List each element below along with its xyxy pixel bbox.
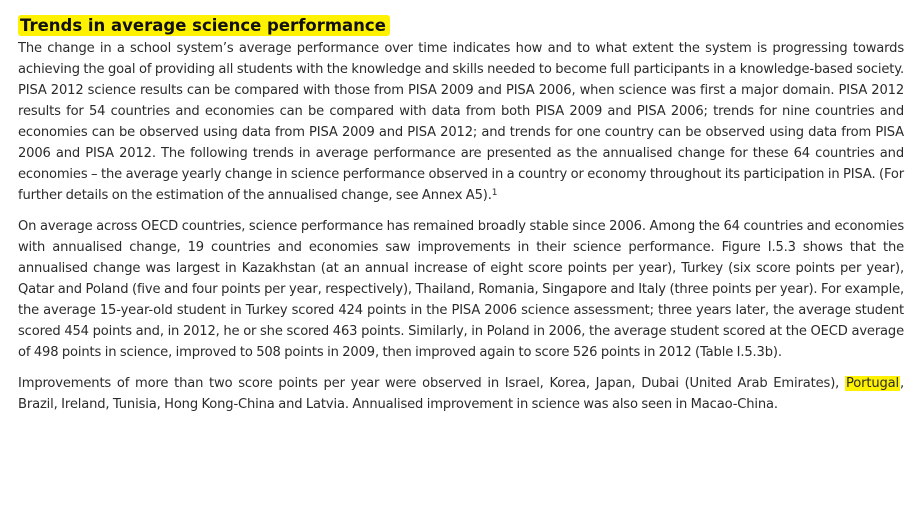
paragraph-text-before: Improvements of more than two score points per year were observed in Israel, Korea, Japan, Dubai (United Arab Emirates),: [18, 376, 840, 391]
footnote-marker[interactable]: 1: [491, 188, 498, 198]
paragraph-oecd-average: [18, 216, 904, 363]
paragraph-text-after: , Brazil, Ireland, Tunisia, Hong Kong-China and Latvia. Annualised improvement in science was also seen in Macao-China.: [18, 376, 905, 412]
paragraph-text: On average across OECD countries, science performance has remained broadly stable since 2006. Among the 64 countries and economies with annualised change, 19 countries and economies saw improvements in their science performance. Figure I.5.3 shows that the annualised change was largest in Kazakhstan (at an annual increase of eight score points per year), Turkey (six score points per year), Qatar and Poland (five and four points per year, respectively), Thailand, Romania, Singapore and Italy (three points per year). For example, the average 15-year-old student in Turkey scored 424 points in the PISA 2006 science assessment; three years later, the average student scored 454 points and, in 2012, he or she scored 463 points. Similarly, in Poland in 2006, the average student scored at the OECD average of 498 points in science, improved to 508 points in 2009, then improved again to score 526 points in 2012 (Table I.5.3b).: [18, 219, 904, 360]
highlighted-word: Portugal: [845, 376, 899, 391]
section-heading: Trends in average science performance: [18, 15, 390, 36]
paragraph-text: The change in a school system’s average performance over time indicates how and to what extent the system is progressing towards achieving the goal of providing all students with the knowledge and skills needed to become full participants in a knowledge-based society. PISA 2012 science results can be compared with those from PISA 2009 and PISA 2006, when science was first a major domain. PISA 2012 results for 54 countries and economies can be compared with data from both PISA 2009 and PISA 2006; trends for nine countries and economies can be observed using data from PISA 2009 and PISA 2012; and trends for one country can be observed using data from PISA 2006 and PISA 2012. The following trends in average performance are presented as the annualised change for these 64 countries and economies – the average yearly change in science performance observed in a country or economy throughout its participation in PISA. (For further details on the estimation of the annualised change, see Annex A5).: [18, 41, 904, 203]
document-page: [18, 15, 904, 415]
paragraph-trends-intro: [18, 38, 904, 206]
paragraph-improvements: [18, 373, 904, 415]
